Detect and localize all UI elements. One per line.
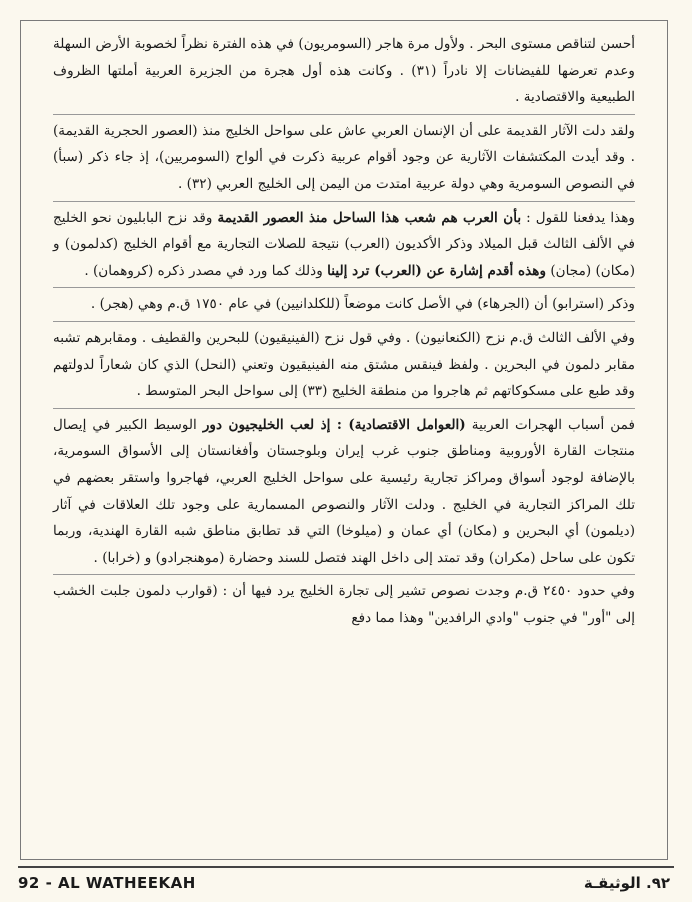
paragraph-3-bold-b: وهذه أقدم إشارة عن (العرب) ترد إلينا bbox=[327, 262, 547, 279]
paragraph-3-text-b: وقد نزح البابليون نحو الخليج في الألف الثالث قبل الميلاد وذكر الأكديون (العرب) نتيجة للصلات التجارية مع أقوام الخليج (كدلمون) و (مكان) (مجان) bbox=[53, 209, 635, 279]
paragraph-3 bbox=[53, 201, 635, 285]
paragraph-7: وفي حدود ٢٤٥٠ ق.م وجدت نصوص تشير إلى تجارة الخليج يرد فيها أن : (قوارب دلمون جلبت الخشب إلى "أور" في جنوب "وادي الرافدين" وهذا مما دفع bbox=[53, 574, 635, 631]
paragraph-6-text-a: فمن أسباب الهجرات العربية bbox=[465, 416, 635, 433]
paragraph-3-text-c: وذلك كما ورد في مصدر ذكره (كروهمان) . bbox=[84, 262, 328, 279]
paragraph-6 bbox=[53, 408, 635, 572]
paragraph-3-bold-a: بأن العرب هم شعب هذا الساحل منذ العصور القديمة bbox=[217, 209, 522, 226]
paragraph-6-text-b: الوسيط الكبير في إيصال منتجات القارة الأوروبية ومناطق جنوب غرب إيران وبلوجستان وأفغانستان إلى الأسواق السومرية، بالإضافة لوجود أسواق ومراكز تجارية رئيسية على سواحل الخليج العربي، فهاجروا واستقر بعضهم في تلك المراكز التجارية في الخليج . ودلت الآثار والنصوص المسمارية على وجود تلك العلاقات في آثار (ديلمون) أي البحرين و (مكان) أي عمان و (ميلوخا) التي قد تطابق مناطق شبه القارة الهندية، وربما تكون على ساحل (مكران) وقد تمتد إلى داخل الهند فتصل للسند وحضارة (موهنجرادو) و (خرابا) . bbox=[53, 416, 635, 566]
paragraph-5: وفي الألف الثالث ق.م نزح (الكنعانيون) . وفي قول نزح (الفينيقيون) للبحرين والقطيف . ومقابرهم تشبه مقابر دلمون في البحرين . ولفظ فينقس مشتق منه الفينيقيون وتعني (النحل) الذي كان شعاراً لدولتهم وقد طبع على مسكوكاتهم ثم هاجروا من منطقة الخليج (٣٣) إلى سواحل البحر المتوسط . bbox=[53, 321, 635, 405]
paragraph-3-text-a: وهذا يدفعنا للقول : bbox=[521, 209, 635, 226]
page-frame bbox=[20, 20, 668, 860]
footer-page-label-arabic: ٩٢. الوثيقـة bbox=[583, 874, 670, 892]
page-footer bbox=[18, 866, 674, 898]
paragraph-1: أحسن لتناقص مستوى البحر . ولأول مرة هاجر (السومريون) في هذه الفترة نظراً لخصوبة الأرض السهلة وعدم تعرضها للفيضانات إلا نادراً (٣١) . وكانت هذه أول هجرة من الجزيرة العربية أملتها الظروف الطبيعية والاقتصادية . bbox=[53, 36, 635, 106]
paragraph-2: ولقد دلت الآثار القديمة على أن الإنسان العربي عاش على سواحل الخليج منذ (العصور الحجرية القديمة) . وقد أيدت المكتشفات الآثارية عن وجود أقوام عربية ذكرت في ألواح (السومريين)، إذ جاء ذكر (سبأ) في النصوص السومرية وهي دولة عربية امتدت من اليمن إلى الخليج العربي (٣٢) . bbox=[53, 114, 635, 198]
article-body bbox=[53, 31, 635, 631]
paragraph-4: وذكر (استرابو) أن (الجرهاء) في الأصل كانت موضعاً (للكلدانيين) في عام ١٧٥٠ ق.م وهي (هجر) . bbox=[53, 287, 635, 318]
paragraph-6-bold-a: (العوامل الاقتصادية) : إذ لعب الخليجيون دور bbox=[202, 416, 466, 433]
footer-page-label-latin: 92 - AL WATHEEKAH bbox=[18, 874, 196, 892]
